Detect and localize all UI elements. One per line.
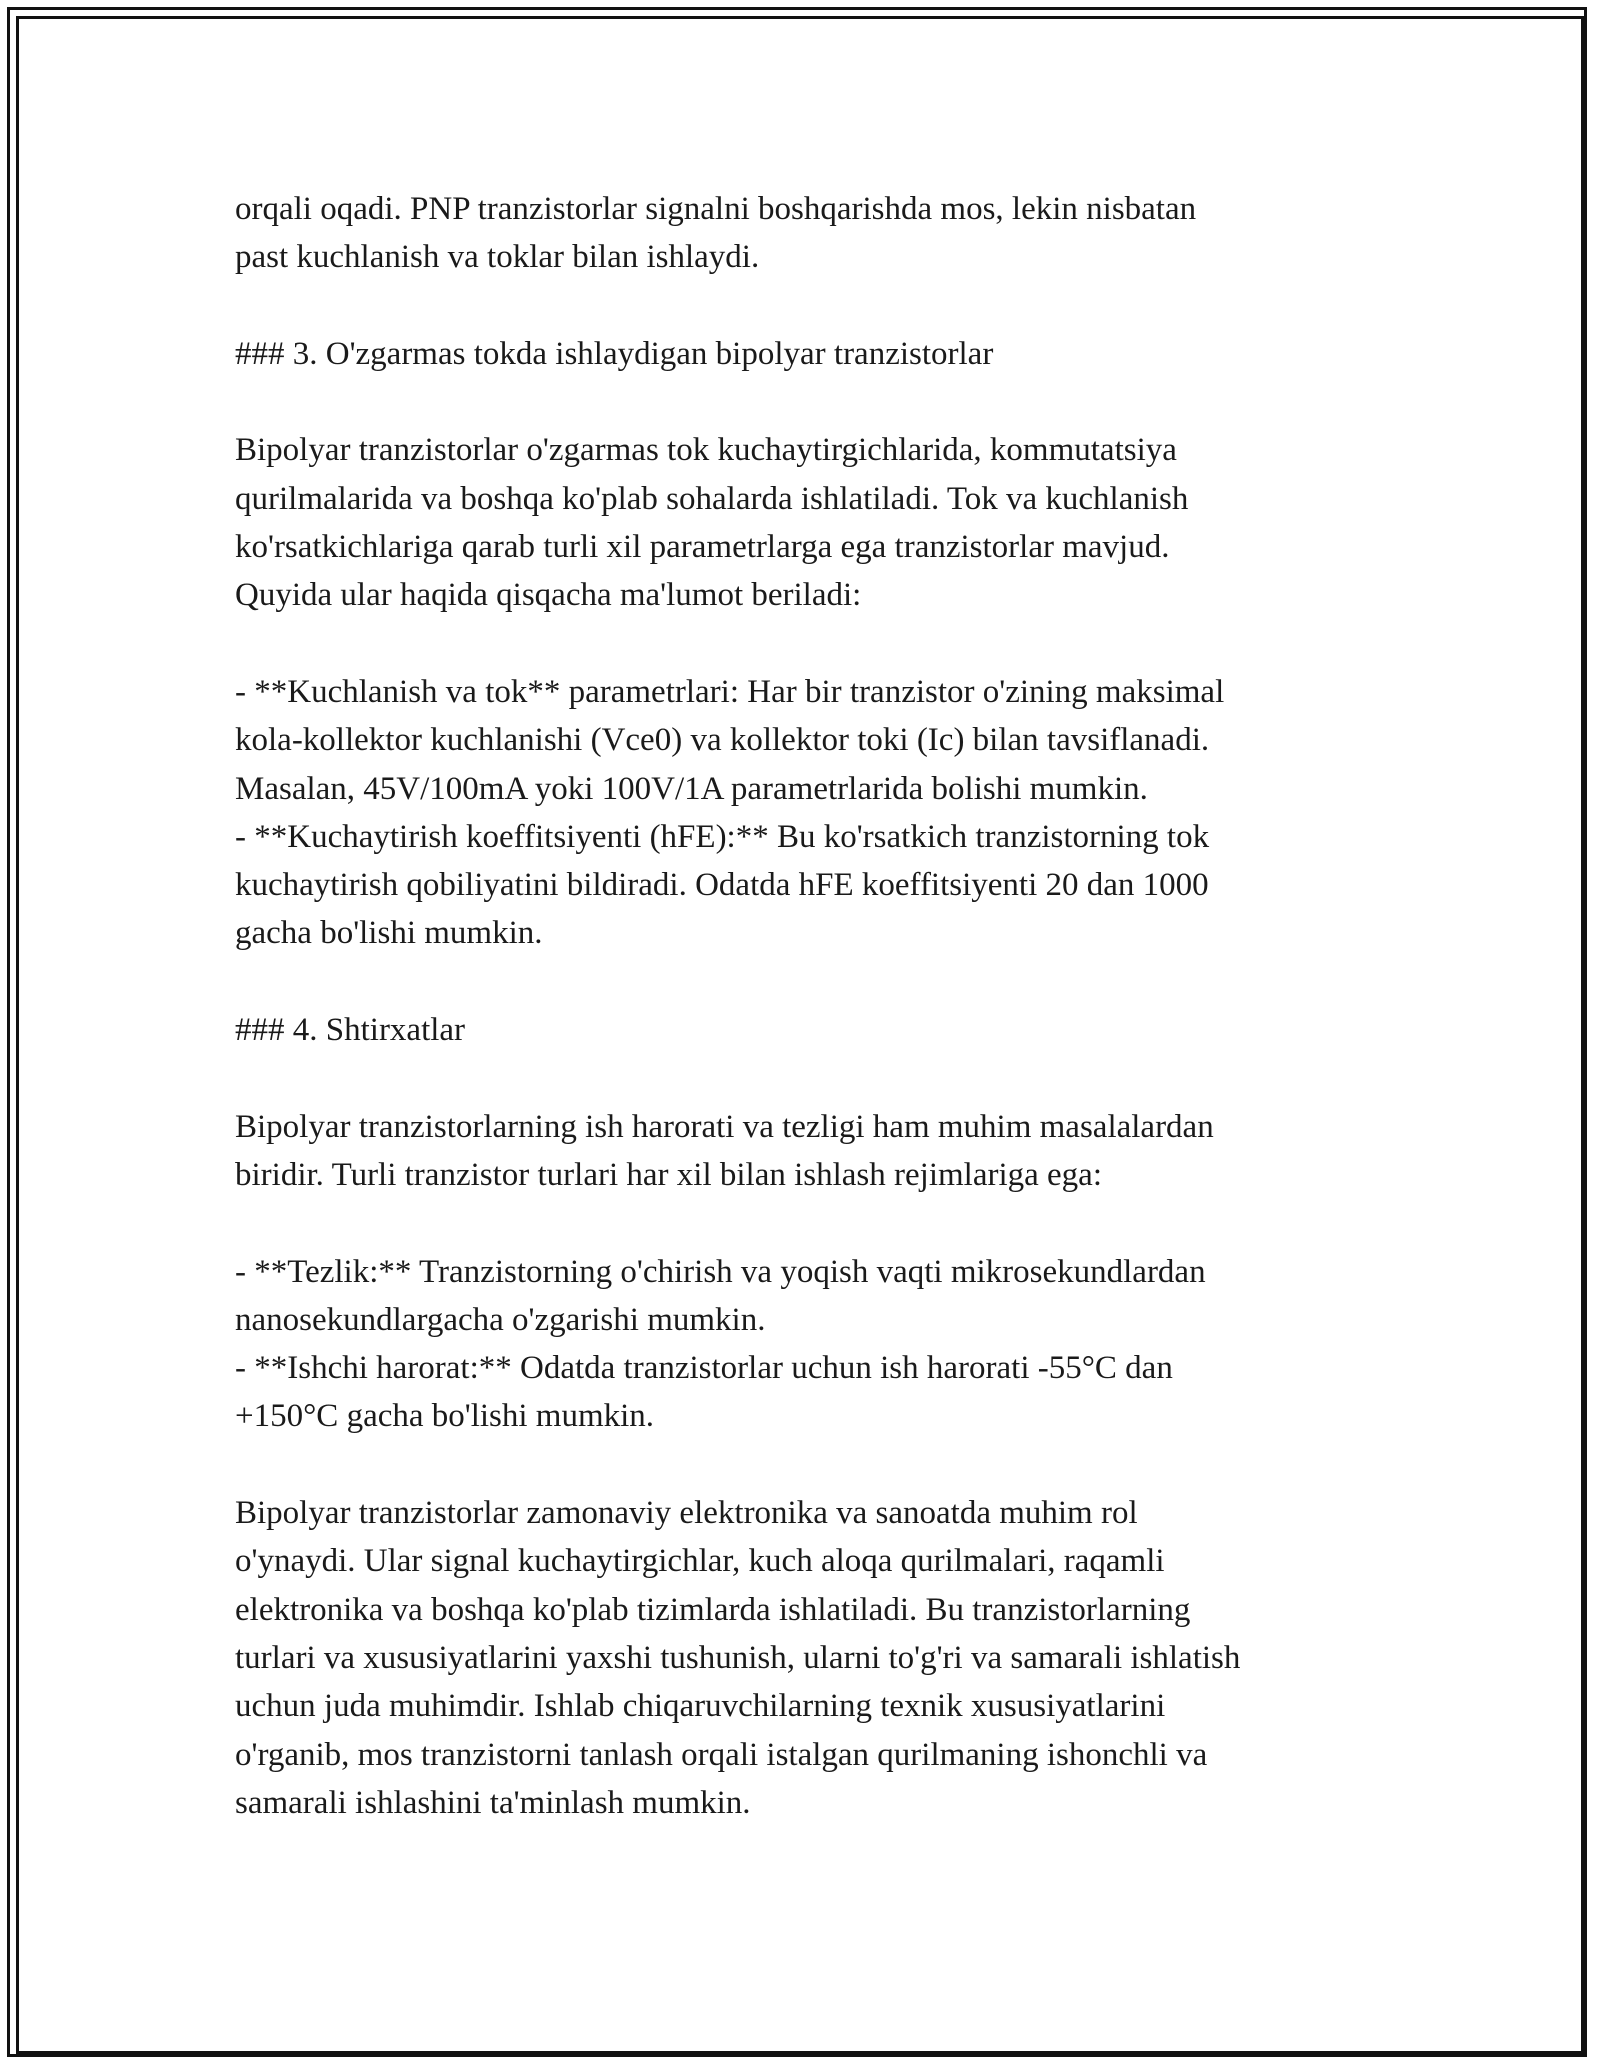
list-item-line: kola-kollektor kuchlanishi (Vce0) va kollektor toki (Ic) bilan tavsiflanadi. — [235, 722, 1210, 759]
text-line: orqali oqadi. PNP tranzistorlar signalni boshqarishda mos, lekin nisbatan — [235, 191, 1197, 227]
heading-text: ### 3. O'zgarmas tokda ishlaydigan bipolyar tranzistorlar — [235, 335, 994, 372]
text-line: qurilmalarida va boshqa ko'plab sohalarda ishlatiladi. Tok va kuchlanish — [235, 480, 1189, 517]
list-item-line: - **Ishchi harorat:** Odatda tranzistorlar uchun ish harorati -55°C dan — [235, 1350, 1173, 1387]
text-line: Bipolyar tranzistorlar zamonaviy elektronika va sanoatda muhim rol — [235, 1495, 1138, 1532]
paragraph-gap — [235, 1441, 1365, 1489]
heading-section-3 — [235, 330, 1365, 378]
list-item-line: gacha bo'lishi mumkin. — [235, 915, 543, 952]
text-line: biridir. Turli tranzistor turlari har xil bilan ishlash rejimlariga ega: — [235, 1156, 1102, 1193]
paragraph-gap — [235, 282, 1365, 330]
list-item-line: kuchaytirish qobiliyatini bildiradi. Odatda hFE koeffitsiyenti 20 dan 1000 — [235, 867, 1209, 904]
list-item-line: nanosekundlargacha o'zgarishi mumkin. — [235, 1301, 766, 1338]
paragraph-gap — [235, 958, 1365, 1006]
text-line: samarali ishlashini ta'minlash mumkin. — [235, 1784, 751, 1821]
text-line: turlari va xususiyatlarini yaxshi tushunish, ularni to'g'ri va samarali ishlatish — [235, 1639, 1241, 1676]
paragraph-pnp-summary — [235, 185, 1365, 282]
text-line: elektronika va boshqa ko'plab tizimlarda ishlatiladi. Bu tranzistorlarning — [235, 1591, 1191, 1628]
paragraph-gap — [235, 620, 1365, 668]
list-item-line: - **Kuchaytirish koeffitsiyenti (hFE):** Bu ko'rsatkich tranzistorning tok — [235, 818, 1210, 855]
heading-section-4 — [235, 1006, 1365, 1054]
paragraph-conclusion — [235, 1489, 1365, 1827]
text-line: Bipolyar tranzistorlarning ish harorati va tezligi ham muhim masalalardan — [235, 1108, 1214, 1145]
paragraph-dc-transistors — [235, 426, 1365, 619]
text-line: ko'rsatkichlariga qarab turli xil parametrlarga ega tranzistorlar mavjud. — [235, 529, 1170, 566]
paragraph-gap — [235, 1199, 1365, 1247]
list-parameters — [235, 668, 1365, 958]
heading-text: ### 4. Shtirxatlar — [235, 1012, 466, 1049]
text-line: Quyida ular haqida qisqacha ma'lumot beriladi: — [235, 577, 862, 614]
list-speed-temperature — [235, 1248, 1365, 1441]
list-item-line: +150°C gacha bo'lishi mumkin. — [235, 1398, 655, 1435]
text-line: uchun juda muhimdir. Ishlab chiqaruvchilarning texnik xususiyatlarini — [235, 1688, 1166, 1725]
list-item-line: Masalan, 45V/100mA yoki 100V/1A parametrlarida bolishi mumkin. — [235, 770, 1148, 807]
text-line: o'rganib, mos tranzistorni tanlash orqali istalgan qurilmaning ishonchli va — [235, 1736, 1208, 1773]
text-line: o'ynaydi. Ular signal kuchaytirgichlar, kuch aloqa qurilmalari, raqamli — [235, 1543, 1165, 1580]
paragraph-gap — [235, 1054, 1365, 1102]
document-body — [235, 185, 1365, 1827]
text-line: past kuchlanish va toklar bilan ishlaydi. — [235, 239, 760, 276]
list-item-line: - **Kuchlanish va tok** parametrlari: Har bir tranzistor o'zining maksimal — [235, 673, 1225, 710]
paragraph-gap — [235, 378, 1365, 426]
text-line: Bipolyar tranzistorlar o'zgarmas tok kuchaytirgichlarida, kommutatsiya — [235, 432, 1177, 469]
paragraph-operating-modes — [235, 1103, 1365, 1200]
list-item-line: - **Tezlik:** Tranzistorning o'chirish va yoqish vaqti mikrosekundlardan — [235, 1253, 1206, 1290]
